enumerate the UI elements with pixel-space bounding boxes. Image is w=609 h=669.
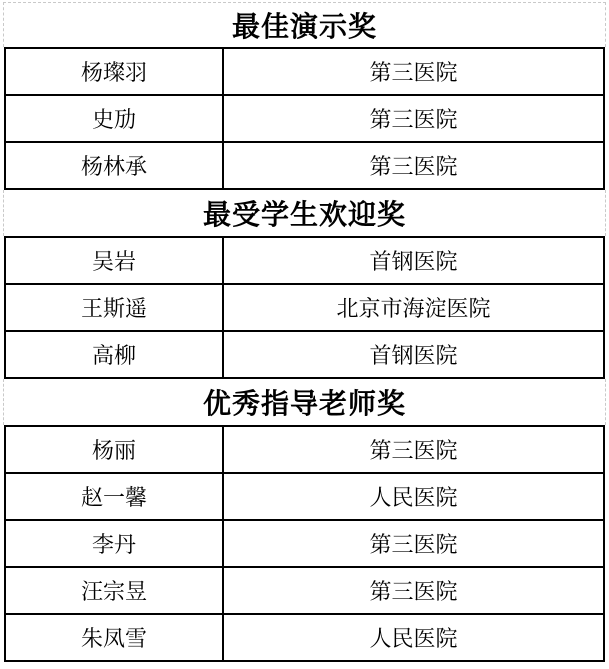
award-section-title: 最受学生欢迎奖 bbox=[3, 190, 606, 236]
hospital-cell: 首钢医院 bbox=[369, 343, 458, 368]
award-table bbox=[4, 47, 605, 190]
hospital-cell: 人民医院 bbox=[369, 485, 458, 510]
award-section-title: 最佳演示奖 bbox=[3, 2, 606, 47]
award-section-title: 优秀指导老师奖 bbox=[3, 379, 606, 425]
table-row bbox=[6, 96, 603, 143]
winner-name-cell: 史劢 bbox=[6, 96, 224, 141]
winner-name-cell: 王斯遥 bbox=[6, 285, 224, 330]
hospital-cell: 第三医院 bbox=[369, 438, 458, 463]
hospital-cell: 第三医院 bbox=[369, 532, 458, 557]
award-sections bbox=[0, 2, 609, 662]
table-row bbox=[6, 332, 603, 377]
winner-name-cell: 吴岩 bbox=[6, 238, 224, 283]
hospital-cell: 北京市海淀医院 bbox=[336, 296, 491, 321]
winner-name-cell: 杨丽 bbox=[6, 427, 224, 472]
award-section bbox=[0, 2, 609, 190]
winner-name-cell: 汪宗昱 bbox=[6, 568, 224, 613]
table-row bbox=[6, 568, 603, 615]
hospital-cell: 第三医院 bbox=[369, 154, 458, 179]
table-row bbox=[6, 521, 603, 568]
award-table bbox=[4, 425, 605, 662]
winner-name-cell: 杨璨羽 bbox=[6, 49, 224, 94]
hospital-cell: 第三医院 bbox=[369, 107, 458, 132]
hospital-cell: 第三医院 bbox=[369, 60, 458, 85]
table-row bbox=[6, 49, 603, 96]
award-table bbox=[4, 236, 605, 379]
hospital-cell: 人民医院 bbox=[369, 626, 458, 651]
table-row bbox=[6, 615, 603, 660]
winner-name-cell: 朱凤雪 bbox=[6, 615, 224, 660]
table-row bbox=[6, 474, 603, 521]
winner-name-cell: 李丹 bbox=[6, 521, 224, 566]
table-row bbox=[6, 427, 603, 474]
award-section bbox=[0, 190, 609, 379]
table-row bbox=[6, 285, 603, 332]
winner-name-cell: 高柳 bbox=[6, 332, 224, 377]
hospital-cell: 首钢医院 bbox=[369, 249, 458, 274]
table-row bbox=[6, 238, 603, 285]
table-row bbox=[6, 143, 603, 188]
hospital-cell: 第三医院 bbox=[369, 579, 458, 604]
winner-name-cell: 赵一馨 bbox=[6, 474, 224, 519]
winner-name-cell: 杨林承 bbox=[6, 143, 224, 188]
award-section bbox=[0, 379, 609, 662]
